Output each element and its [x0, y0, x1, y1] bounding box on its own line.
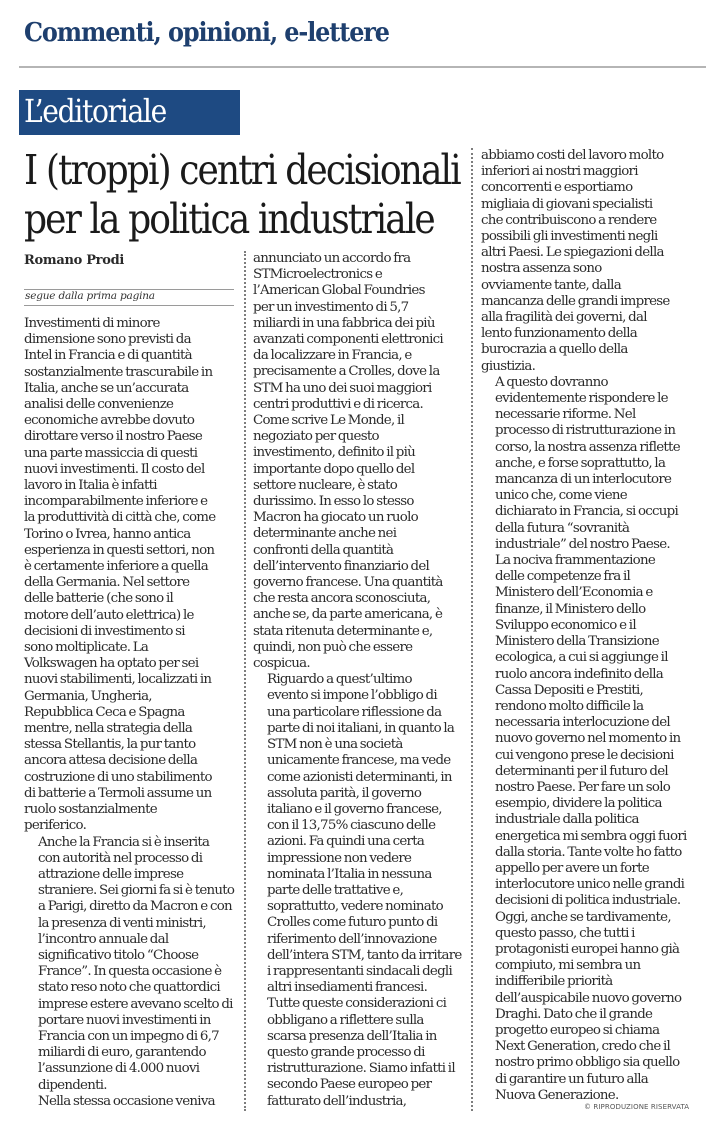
text-line: parte delle trattative e, — [267, 882, 404, 898]
text-line: delle competenze fra il — [495, 569, 631, 585]
text-line: come azionisti determinanti, in — [267, 769, 452, 785]
text-line: significativo titolo “Choose — [38, 947, 199, 963]
section-title: Commenti, opinioni, e-lettere — [24, 18, 389, 48]
text-line: governo francese. Una quantità — [253, 575, 443, 591]
text-line: costruzione di uno stabilimento — [24, 769, 212, 785]
text-line: obbligano a riflettere sulla — [267, 1012, 424, 1028]
text-line: Italia, anche se un’accurata — [24, 380, 189, 396]
text-line: dalla storia. Tante volte ho fatto — [495, 844, 682, 860]
text-line: impressione non vedere — [267, 850, 412, 866]
text-line: altri Paesi. Le spiegazioni della — [481, 245, 664, 261]
article-paragraph — [481, 148, 703, 375]
text-line: unicamente francese, ma vede — [267, 753, 451, 769]
text-line: stessa Stellantis, la pur tanto — [24, 737, 196, 753]
text-line: Macron ha giocato un ruolo — [253, 510, 418, 526]
text-line: Torino o Ivrea, hanno antica — [24, 526, 191, 542]
text-line: nuovo governo nel momento in — [495, 731, 681, 747]
text-line: industriale dalla politica — [495, 812, 639, 828]
article-paragraph — [24, 316, 236, 835]
text-line: incomparabilmente inferiore e — [24, 494, 208, 510]
text-line: anche se, da parte americana, è — [253, 607, 443, 623]
text-line: ristrutturazione. Siamo infatti il — [267, 1061, 455, 1077]
text-line: cospicua. — [253, 656, 310, 672]
text-line: è certamente inferiore a quella — [24, 559, 208, 575]
editorial-kicker-label: L’editoriale — [24, 92, 166, 130]
text-line: indifferibile priorità — [495, 974, 613, 990]
text-line: la presenza di venti ministri, — [38, 915, 206, 931]
text-line: compiuto, mi sembra un — [495, 958, 641, 974]
text-line: stata ritenuta determinante e, — [253, 623, 433, 639]
text-line: di batterie a Termoli assume un — [24, 785, 212, 801]
text-line: la produttività di città che, come — [24, 510, 216, 526]
text-line: una particolare riflessione da — [267, 704, 442, 720]
text-line: anche, e forse soprattutto, la — [495, 455, 666, 471]
text-line: annunciato un accordo fra — [253, 251, 411, 266]
text-line: possibili gli investimenti negli — [481, 229, 658, 245]
text-line: Sviluppo economico e il — [495, 617, 636, 633]
editorial-kicker — [19, 90, 240, 135]
text-line: nostro primo obbligo sia quello — [495, 1055, 680, 1071]
text-line: finanze, il Ministero dello — [495, 601, 646, 617]
text-line: questo grande processo di — [267, 1044, 425, 1060]
text-line: investimento, definito il più — [253, 445, 416, 461]
text-line: rendono molto difficile la — [495, 698, 644, 714]
author-byline: Romano Prodi — [24, 253, 125, 268]
text-line: necessaria interlocuzione del — [495, 715, 670, 731]
text-line: decisioni di investimento si — [24, 623, 185, 639]
text-line: ruolo sostanzialmente — [24, 802, 157, 818]
text-line: portare nuovi investimenti in — [38, 1012, 211, 1028]
text-line: La nociva frammentazione — [495, 553, 656, 569]
column-divider-1 — [244, 251, 246, 1111]
text-line: dell’intera STM, tanto da irritare — [267, 947, 462, 963]
text-line: nostra assenza sono — [481, 261, 602, 277]
text-line: l’assunzione di 4.000 nuovi — [38, 1061, 200, 1077]
text-line: mancanza di un interlocutore — [495, 472, 672, 488]
text-line: dipendenti. — [38, 1077, 107, 1093]
text-line: mentre, nella strategia della — [24, 721, 193, 737]
text-line: energetica mi sembra oggi fuori — [495, 828, 687, 844]
text-line: Nella stessa occasione veniva — [38, 1093, 215, 1109]
text-line: analisi delle convenienze — [24, 397, 174, 413]
text-line: interlocutore unico nelle grandi — [495, 877, 685, 893]
text-line: corso, la nostra assenza riflette — [495, 439, 680, 455]
text-line: lento funzionamento della — [481, 326, 637, 342]
text-line: Repubblica Ceca e Spagna — [24, 704, 185, 720]
text-line: dell’intervento finanziario del — [253, 558, 430, 574]
text-line: mancanza delle grandi imprese — [481, 293, 670, 309]
text-line: motore dell’auto elettrica) le — [24, 607, 194, 623]
text-line: Germania, Ungheria, — [24, 688, 152, 704]
text-line: altri insediamenti francesi. — [267, 980, 428, 996]
text-line: a Parigi, diretto da Macron e con — [38, 899, 232, 915]
text-line: della Germania. Nel settore — [24, 575, 190, 591]
text-line: burocrazia a quello della — [481, 342, 628, 358]
text-line: Cassa Depositi e Prestiti, — [495, 682, 644, 698]
article-paragraph — [24, 1094, 236, 1110]
text-line: Oggi, anche se tardivamente, — [495, 909, 671, 925]
text-line: Volkswagen ha optato per sei — [24, 656, 199, 672]
text-line: cui vengono prese le decisioni — [495, 747, 674, 763]
text-line: imprese estere avevano scelto di — [38, 996, 233, 1012]
text-line: concorrenti e esportiamo — [481, 180, 633, 196]
article-column-2 — [253, 251, 465, 1110]
text-line: della futura “sovranità — [495, 520, 630, 536]
copyright-notice: © RIPRODUZIONE RISERVATA — [584, 1103, 690, 1111]
text-line: fatturato dell’industria, — [267, 1093, 407, 1109]
text-line: determinanti per il futuro del — [495, 763, 668, 779]
text-line: dichiarato in Francia, si occupi — [495, 504, 679, 520]
article-paragraph — [253, 996, 465, 1109]
text-line: sono moltiplicate. La — [24, 640, 149, 656]
text-line: STM non è una società — [267, 737, 403, 753]
text-line: Come scrive Le Monde, il — [253, 413, 405, 429]
text-line: Tutte queste considerazioni ci — [267, 996, 447, 1012]
text-line: Crolles come futuro punto di — [267, 915, 438, 931]
text-line: avanzati componenti elettronici — [253, 332, 443, 348]
text-line: Next Generation, credo che il — [495, 1039, 671, 1055]
article-headline — [24, 146, 474, 244]
text-line: STM ha uno dei suoi maggiori — [253, 380, 432, 396]
text-line: soprattutto, vedere nominato — [267, 899, 443, 915]
text-line: evidentemente rispondere le — [495, 391, 668, 407]
text-line: ancora attesa decisione della — [24, 753, 198, 769]
text-line: Ministero dell’Economia e — [495, 585, 653, 601]
text-line: decisioni di politica industriale. — [495, 893, 681, 909]
text-line: settore nucleare, è stato — [253, 477, 398, 493]
text-line: miliardi di euro, garantendo — [38, 1045, 206, 1061]
text-line: esempio, dividere la politica — [495, 796, 662, 812]
article-paragraph — [24, 835, 236, 1094]
text-line: dell’auspicabile nuovo governo — [495, 990, 682, 1006]
text-line: industriale” del nostro Paese. — [495, 536, 670, 552]
text-line: inferiori ai nostri maggiori — [481, 164, 638, 180]
text-line: appello per avere un forte — [495, 860, 649, 876]
text-line: nuovi investimenti. Il costo del — [24, 461, 205, 477]
text-line: dirottare verso il nostro Paese — [24, 429, 203, 445]
text-line: economiche avrebbe dovuto — [24, 413, 195, 429]
text-line: ruolo ancora indefinito della — [495, 666, 664, 682]
text-line: assoluta parità, il governo — [267, 785, 422, 801]
text-line: confronti della quantità — [253, 542, 394, 558]
text-line: STMicroelectronics e — [253, 267, 382, 283]
text-line: straniere. Sei giorni fa si è tenuto — [38, 883, 235, 899]
text-line: ecologica, a cui si aggiunge il — [495, 650, 668, 666]
text-line: durissimo. In esso lo stesso — [253, 494, 414, 510]
text-line: nostro Paese. Per fare un solo — [495, 779, 671, 795]
text-line: determinante anche nei — [253, 526, 397, 542]
text-line: secondo Paese europeo per — [267, 1077, 432, 1093]
text-line: precisamente a Crolles, dove la — [253, 364, 440, 380]
text-line: migliaia di giovani specialisti — [481, 196, 653, 212]
text-line: azioni. Fa quindi una certa — [267, 834, 425, 850]
text-line: Riguardo a quest’ultimo — [267, 672, 412, 688]
text-line: processo di ristrutturazione in — [495, 423, 676, 439]
text-line: stato reso noto che quattordici — [38, 980, 220, 996]
text-line: Intel in Francia e di quantità — [24, 348, 192, 364]
text-line: Investimenti di minore — [24, 316, 160, 331]
article-paragraph — [481, 375, 703, 553]
text-line: italiano e il governo francese, — [267, 801, 442, 817]
text-line: A questo dovranno — [495, 374, 608, 390]
text-line: attrazione delle imprese — [38, 866, 184, 882]
text-line: l’incontro annuale dal — [38, 931, 169, 947]
text-line: scarsa presenza dell’Italia in — [267, 1028, 437, 1044]
text-line: una parte massiccia di questi — [24, 445, 198, 461]
text-line: France”. In questa occasione è — [38, 964, 222, 980]
column-divider-2 — [471, 148, 473, 1111]
text-line: centri produttivi e di ricerca. — [253, 396, 424, 412]
text-line: esperienza in questi settori, non — [24, 542, 215, 558]
text-line: parte di noi italiani, in quanto la — [267, 720, 455, 736]
text-line: quindi, non può che essere — [253, 639, 413, 655]
text-line: abbiamo costi del lavoro molto — [481, 148, 664, 163]
text-line: per un investimento di 5,7 — [253, 299, 409, 315]
article-paragraph — [481, 553, 703, 1104]
text-line: riferimento dell’innovazione — [267, 931, 437, 947]
text-line: i rappresentanti sindacali degli — [267, 963, 452, 979]
text-line: necessarie riforme. Nel — [495, 407, 636, 423]
text-line: negoziato per questo — [253, 429, 379, 445]
text-line: l’American Global Foundries — [253, 283, 425, 299]
text-line: sostanzialmente trascurabile in — [24, 364, 213, 380]
text-line: con autorità nel processo di — [38, 850, 203, 866]
text-line: ovviamente tante, dalla — [481, 277, 621, 293]
continuation-rule-bottom — [24, 305, 234, 306]
article-column-1 — [24, 316, 236, 1110]
continuation-note: segue dalla prima pagina — [25, 290, 155, 302]
text-line: progetto europeo si chiama — [495, 1022, 660, 1038]
text-line: alla fragilità dei governi, dal — [481, 310, 647, 326]
text-line: con il 13,75% ciascuno delle — [267, 818, 436, 834]
headline-line-2: per la politica industriale — [24, 195, 434, 243]
text-line: Nuova Generazione. — [495, 1087, 619, 1103]
text-line: nuovi stabilimenti, localizzati in — [24, 672, 212, 688]
text-line: Francia con un impegno di 6,7 — [38, 1028, 219, 1044]
text-line: che resta ancora sconosciuta, — [253, 591, 431, 607]
text-line: miliardi in una fabbrica dei più — [253, 315, 435, 331]
text-line: giustizia. — [481, 358, 536, 374]
text-line: Draghi. Dato che il grande — [495, 1006, 653, 1022]
text-line: Anche la Francia si è inserita — [38, 834, 210, 850]
text-line: che contribuiscono a rendere — [481, 212, 657, 228]
text-line: lavoro in Italia è infatti — [24, 478, 157, 494]
article-paragraph — [253, 251, 465, 672]
headline-line-1: I (troppi) centri decisionali — [24, 146, 460, 194]
article-paragraph — [253, 672, 465, 996]
text-line: periferico. — [24, 818, 87, 834]
text-line: unico che, come viene — [495, 488, 627, 504]
text-line: dimensione sono previsti da — [24, 332, 191, 348]
text-line: questo passo, che tutti i — [495, 925, 635, 941]
text-line: da localizzare in Francia, e — [253, 348, 412, 364]
text-line: di garantire un futuro alla — [495, 1071, 649, 1087]
article-column-3 — [481, 148, 703, 1104]
text-line: importante dopo quello del — [253, 461, 415, 477]
text-line: protagonisti europei hanno già — [495, 941, 680, 957]
text-line: Ministero della Transizione — [495, 634, 659, 650]
text-line: nominata l’Italia in nessuna — [267, 866, 432, 882]
section-divider — [19, 66, 706, 68]
text-line: evento si impone l’obbligo di — [267, 688, 437, 704]
text-line: delle batterie (che sono il — [24, 591, 174, 607]
